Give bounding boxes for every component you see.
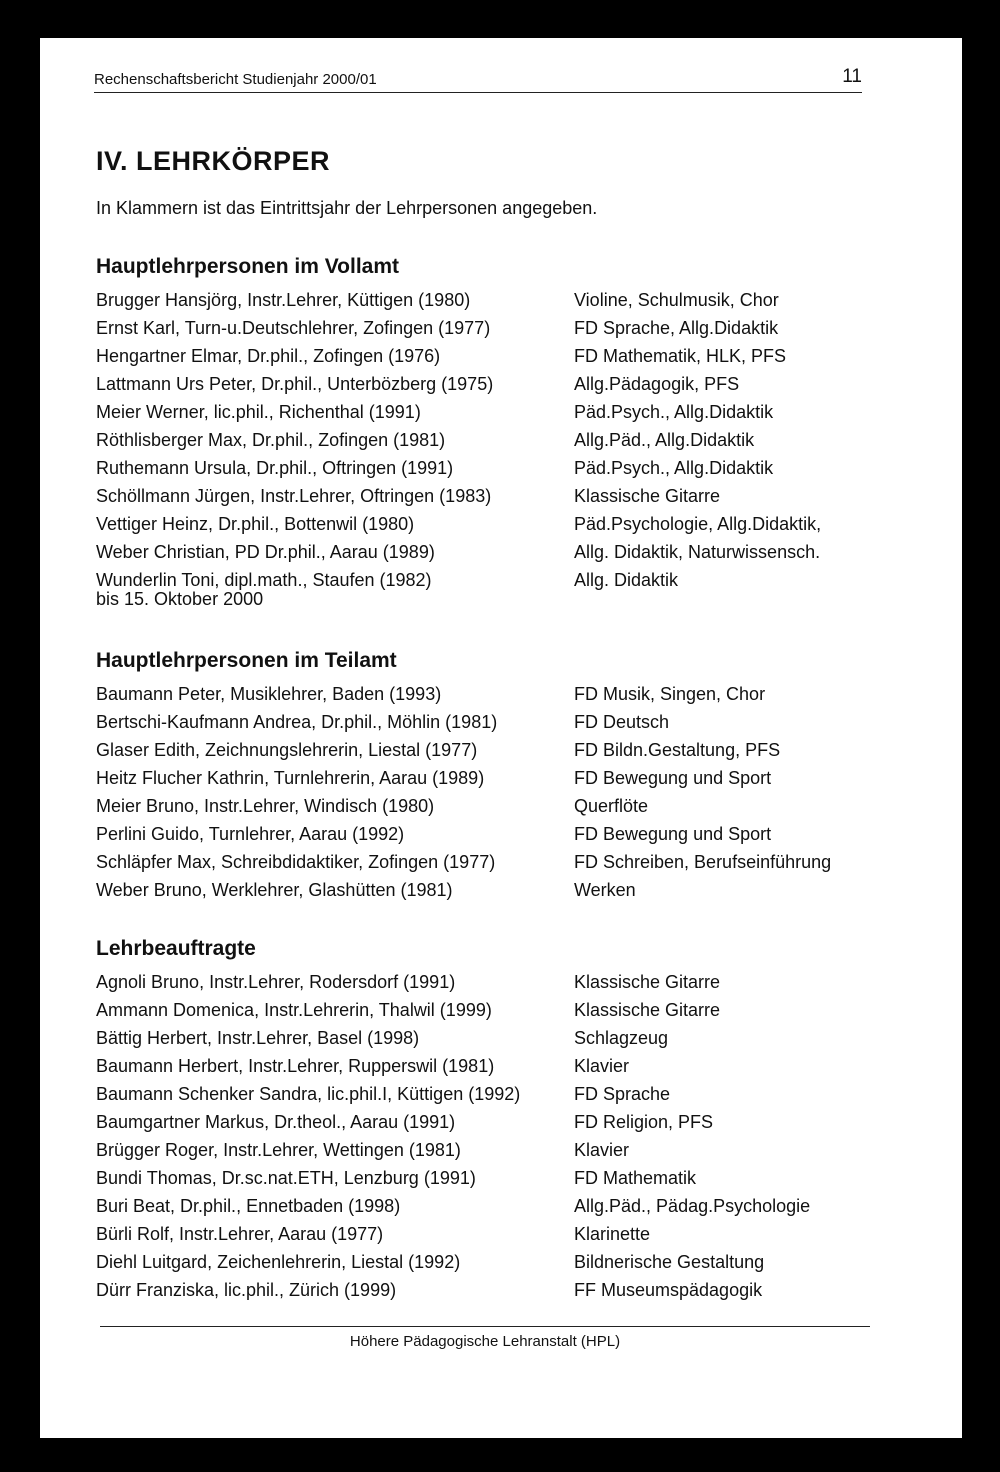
staff-subject: FD Bewegung und Sport [574,824,772,844]
staff-list [96,680,896,904]
staff-row [96,680,896,708]
staff-person: Bundi Thomas, Dr.sc.nat.ETH, Lenzburg (1991) [96,1168,476,1188]
header-title: Rechenschaftsbericht Studienjahr 2000/01 [94,71,377,88]
staff-subject: Bildnerische Gestaltung [574,1252,765,1272]
staff-row [96,398,896,426]
staff-person: Ammann Domenica, Instr.Lehrerin, Thalwil (1999) [96,1000,492,1020]
staff-subject: FD Schreiben, Berufseinführung [574,852,832,872]
staff-person: Heitz Flucher Kathrin, Turnlehrerin, Aarau (1989) [96,768,485,788]
staff-row [96,1164,896,1192]
staff-row [96,314,896,342]
staff-person: Agnoli Bruno, Instr.Lehrer, Rodersdorf (1991) [96,972,456,992]
staff-subject: Schlagzeug [574,1028,669,1048]
staff-subject: Päd.Psychologie, Allg.Didaktik, [574,514,822,534]
staff-subject: Werken [574,880,636,900]
staff-subject: FD Sprache, Allg.Didaktik [574,318,779,338]
staff-subject: FD Bildn.Gestaltung, PFS [574,740,781,760]
staff-row [96,1276,896,1304]
staff-row [96,848,896,876]
staff-subject: Päd.Psych., Allg.Didaktik [574,458,774,478]
staff-subject: FD Bewegung und Sport [574,768,772,788]
staff-subject: Querflöte [574,796,649,816]
staff-subject: Allg. Didaktik, Naturwissensch. [574,542,821,562]
staff-person: Weber Bruno, Werklehrer, Glashütten (1981) [96,880,453,900]
staff-subject: Klavier [574,1056,630,1076]
section-heading: Hauptlehrpersonen im Teilamt [96,649,397,672]
staff-person: Baumann Peter, Musiklehrer, Baden (1993) [96,684,442,704]
staff-note: bis 15. Oktober 2000 [96,589,264,609]
staff-subject: FD Sprache [574,1084,671,1104]
staff-person: Perlini Guido, Turnlehrer, Aarau (1992) [96,824,405,844]
staff-person: Dürr Franziska, lic.phil., Zürich (1999) [96,1280,397,1300]
staff-row [96,708,896,736]
staff-subject: Klassische Gitarre [574,486,721,506]
staff-subject: Allg. Didaktik [574,570,679,590]
staff-row [96,510,896,538]
page-footer [100,1326,870,1350]
chapter-intro: In Klammern ist das Eintrittsjahr der Lehrpersonen angegeben. [96,198,598,218]
staff-row [96,482,896,510]
section-teilamt [96,648,896,904]
staff-person: Ruthemann Ursula, Dr.phil., Oftringen (1991) [96,458,454,478]
staff-row [96,1052,896,1080]
staff-person: Baumann Schenker Sandra, lic.phil.I, Küttigen (1992) [96,1084,521,1104]
staff-person: Buri Beat, Dr.phil., Ennetbaden (1998) [96,1196,401,1216]
staff-person: Baumann Herbert, Instr.Lehrer, Rupperswil (1981) [96,1056,495,1076]
staff-person: Lattmann Urs Peter, Dr.phil., Unterbözberg (1975) [96,374,494,394]
staff-row [96,996,896,1024]
staff-person: Vettiger Heinz, Dr.phil., Bottenwil (1980) [96,514,415,534]
staff-subject: FD Mathematik [574,1168,697,1188]
staff-person: Schläpfer Max, Schreibdidaktiker, Zofingen (1977) [96,852,496,872]
staff-subject: Violine, Schulmusik, Chor [574,290,779,310]
staff-row [96,1136,896,1164]
staff-person: Bättig Herbert, Instr.Lehrer, Basel (1998) [96,1028,420,1048]
staff-row [96,538,896,566]
staff-row [96,876,896,904]
staff-subject: Klavier [574,1140,630,1160]
staff-subject: Klassische Gitarre [574,972,721,992]
staff-subject: Allg.Pädagogik, PFS [574,374,740,394]
footer-text: Höhere Pädagogische Lehranstalt (HPL) [349,1333,621,1350]
staff-subject: FD Musik, Singen, Chor [574,684,766,704]
section-lehrbeauftragte [96,936,896,1304]
staff-person: Brugger Hansjörg, Instr.Lehrer, Küttigen (1980) [96,290,471,310]
staff-person: Glaser Edith, Zeichnungslehrerin, Liestal (1977) [96,740,478,760]
staff-person: Ernst Karl, Turn-u.Deutschlehrer, Zofingen (1977) [96,318,491,338]
section-vollamt [96,254,896,608]
staff-list [96,968,896,1304]
staff-subject: Klarinette [574,1224,651,1244]
staff-person: Diehl Luitgard, Zeichenlehrerin, Liestal (1992) [96,1252,461,1272]
staff-person: Bertschi-Kaufmann Andrea, Dr.phil., Möhlin (1981) [96,712,498,732]
staff-subject: Allg.Päd., Pädag.Psychologie [574,1196,811,1216]
staff-row [96,792,896,820]
staff-row [96,286,896,314]
staff-person: Brügger Roger, Instr.Lehrer, Wettingen (1981) [96,1140,461,1160]
page-number: 11 [842,66,862,87]
staff-row [96,820,896,848]
staff-person: Hengartner Elmar, Dr.phil., Zofingen (1976) [96,346,441,366]
staff-person: Weber Christian, PD Dr.phil., Aarau (1989) [96,542,435,562]
staff-subject: Allg.Päd., Allg.Didaktik [574,430,755,450]
staff-row [96,1024,896,1052]
staff-subject: Klassische Gitarre [574,1000,721,1020]
staff-row [96,736,896,764]
staff-row [96,454,896,482]
staff-person: Wunderlin Toni, dipl.math., Staufen (1982) [96,570,432,590]
chapter-title: IV. LEHRKÖRPER [96,146,331,176]
section-heading: Lehrbeauftragte [96,937,256,960]
staff-row [96,370,896,398]
staff-person: Meier Werner, lic.phil., Richenthal (1991) [96,402,421,422]
staff-list [96,286,896,608]
staff-person: Röthlisberger Max, Dr.phil., Zofingen (1981) [96,430,446,450]
staff-row [96,1108,896,1136]
staff-person: Meier Bruno, Instr.Lehrer, Windisch (1980) [96,796,435,816]
staff-row [96,1192,896,1220]
section-heading: Hauptlehrpersonen im Vollamt [96,255,399,278]
staff-row [96,968,896,996]
staff-subject: FD Religion, PFS [574,1112,714,1132]
staff-person: Baumgartner Markus, Dr.theol., Aarau (1991) [96,1112,456,1132]
staff-row [96,1220,896,1248]
staff-row [96,566,896,594]
document-page [40,38,962,1438]
staff-row [96,764,896,792]
staff-row [96,342,896,370]
page-header [94,64,862,93]
staff-person: Bürli Rolf, Instr.Lehrer, Aarau (1977) [96,1224,384,1244]
staff-row [96,1080,896,1108]
staff-row [96,1248,896,1276]
staff-person: Schöllmann Jürgen, Instr.Lehrer, Oftringen (1983) [96,486,492,506]
staff-row [96,426,896,454]
staff-subject: FD Mathematik, HLK, PFS [574,346,787,366]
staff-subject: FD Deutsch [574,712,670,732]
staff-subject: FF Museumspädagogik [574,1280,763,1300]
staff-subject: Päd.Psych., Allg.Didaktik [574,402,774,422]
